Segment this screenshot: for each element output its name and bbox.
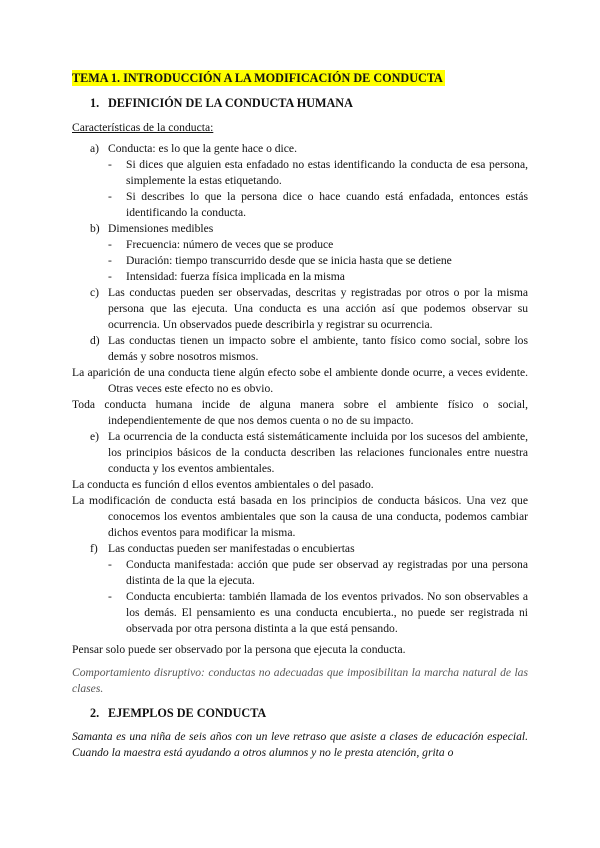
paragraph: La modificación de conducta está basada en los principios de conducta básicos. Una vez que conocemos los eventos ambientales que son la causa de una conducta, podemos cambiar dichos eventos para modificar la misma. [72, 494, 528, 539]
list-text: Las conductas pueden ser observadas, descritas y registradas por otros o por la misma persona que las ejecuta. Una conducta es una acción así que podemos observar su ocurrencia. Un observados puede describirla y registrar su ocurrencia. [108, 286, 528, 331]
list-text: Las conductas tienen un impacto sobre el ambiente, tanto físico como social, sobre los demás y sobre nosotros mismos. [108, 334, 528, 363]
definition-paragraph: Comportamiento disruptivo: conductas no adecuadas que imposibilitan la marcha natural de las clases. [72, 666, 528, 695]
dash-marker: - [108, 254, 112, 267]
dash-marker: - [108, 270, 112, 283]
sub-text: Si describes lo que la persona dice o hace cuando está enfadada, entonces estás identificando la conducta. [126, 190, 528, 219]
section-heading-2 [90, 705, 266, 721]
sub-item [108, 189, 528, 221]
sub-item [108, 557, 528, 589]
sub-item [108, 269, 528, 285]
list-text: La ocurrencia de la conducta está sistemáticamente incluida por los sucesos del ambiente, los principios básicos de la conducta describen las relaciones funcionales entre nuestra conducta y los eventos ambientales. [108, 430, 528, 475]
list-marker: c) [90, 286, 100, 299]
subheading-caracteristicas: Características de la conducta: [72, 121, 214, 134]
list-item-f [90, 541, 528, 557]
list-item-e [90, 429, 528, 477]
sub-text: Conducta manifestada: acción que pude ser observad ay registradas por una persona distinta de la que la ejecuta. [126, 558, 528, 587]
section-title: DEFINICIÓN DE LA CONDUCTA HUMANA [108, 96, 353, 110]
sub-text: Frecuencia: número de veces que se produce [126, 238, 334, 251]
dash-marker: - [108, 158, 112, 171]
section-title: EJEMPLOS DE CONDUCTA [108, 706, 267, 720]
list-text: Las conductas pueden ser manifestadas o encubiertas [108, 542, 355, 555]
section-number: 2. [90, 706, 100, 720]
paragraph: Toda conducta humana incide de alguna manera sobre el ambiente físico o social, independientemente de que nos demos cuenta o no de su impacto. [72, 398, 528, 427]
dash-marker: - [108, 558, 112, 571]
dash-marker: - [108, 238, 112, 251]
sub-item [108, 157, 528, 189]
sub-item [108, 589, 528, 637]
sub-text: Duración: tiempo transcurrido desde que se inicia hasta que se detiene [126, 254, 452, 267]
paragraph: La conducta es función d ellos eventos ambientales o del pasado. [72, 478, 374, 491]
list-marker: a) [90, 142, 100, 155]
list-item-c [90, 285, 528, 333]
list-item-a [90, 141, 528, 157]
list-marker: d) [90, 334, 100, 347]
example-paragraph: Samanta es una niña de seis años con un leve retraso que asiste a clases de educación especial. Cuando la maestra está ayudando a otros alumnos y no le presta atención, grita o [72, 730, 528, 759]
section-heading-1 [90, 95, 353, 111]
sub-text: Conducta encubierta: también llamada de los eventos privados. No son observables a los demás. El pensamiento es una conducta encubierta., no puede ser registrada ni observada por otra persona distinta a la que está pensando. [126, 590, 528, 635]
list-item-d [90, 333, 528, 365]
list-text: Dimensiones medibles [108, 222, 214, 235]
dash-marker: - [108, 190, 112, 203]
document-title: TEMA 1. INTRODUCCIÓN A LA MODIFICACIÓN DE CONDUCTA [72, 71, 443, 85]
dash-marker: - [108, 590, 112, 603]
list-text: Conducta: es lo que la gente hace o dice. [108, 142, 297, 155]
list-marker: f) [90, 542, 98, 555]
list-marker: b) [90, 222, 100, 235]
list-item-b [90, 221, 528, 237]
sub-text: Intensidad: fuerza física implicada en la misma [126, 270, 345, 283]
sub-text: Si dices que alguien esta enfadado no estas identificando la conducta de esa persona, simplemente la estas etiquetando. [126, 158, 528, 187]
paragraph: La aparición de una conducta tiene algún efecto sobe el ambiente donde ocurre, a veces evidente. Otras veces este efecto no es obvio. [72, 366, 528, 395]
sub-item [108, 253, 528, 269]
sub-item [108, 237, 528, 253]
list-marker: e) [90, 430, 100, 443]
paragraph: Pensar solo puede ser observado por la persona que ejecuta la conducta. [72, 643, 406, 656]
section-number: 1. [90, 96, 100, 110]
